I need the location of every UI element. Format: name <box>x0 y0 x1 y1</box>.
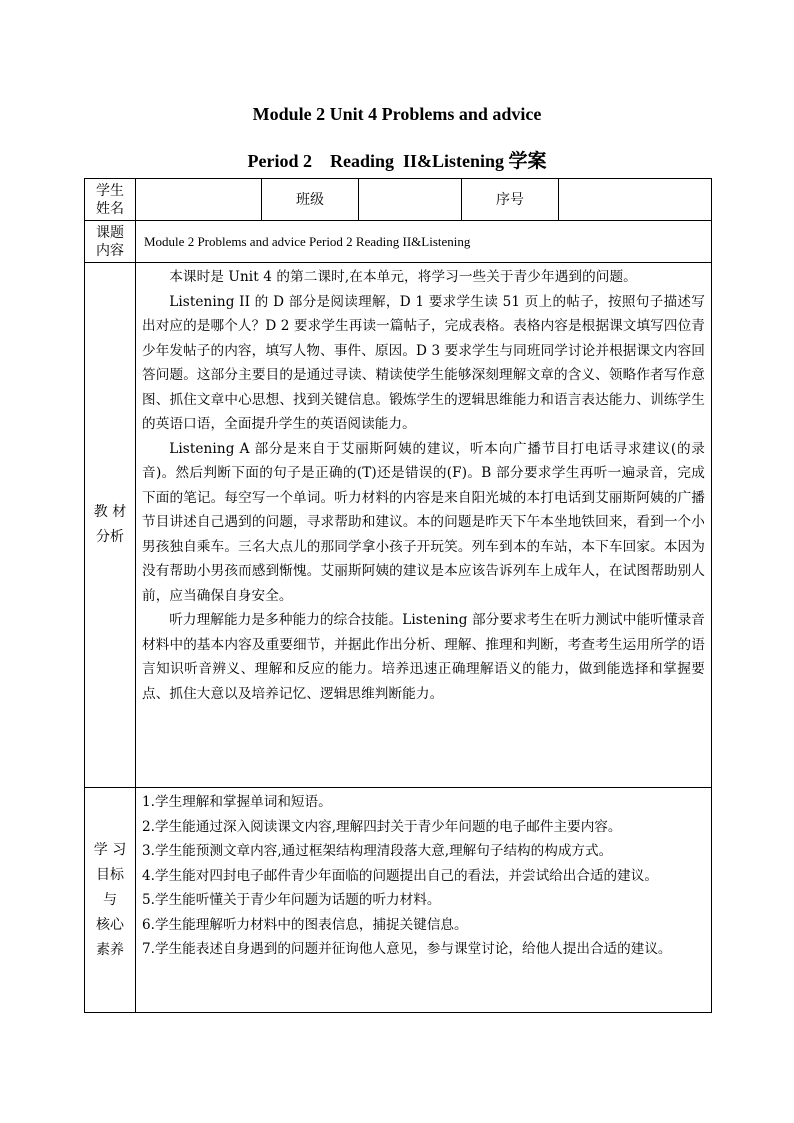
student-name-label <box>85 179 136 221</box>
analysis-paragraph: Listening II 的 D 部分是阅读理解，D 1 要求学生读 51 页上的帖子，按照句子描述写出对应的是哪个人？D 2 要求学生再读一篇帖子，完成表格。表格内容是根据课文填写四位青少年发帖子的内容，填写人物、事件、原因。D 3 要求学生与同班同学讨论并根据课文内容回答问题。这部分主要目的是通过寻读、精读使学生能够深刻理解文章的含义、领略作者写作意图、抓住文章中心思想、找到关键信息。锻炼学生的逻辑思维能力和语言表达能力、训练学生的英语口语，全面提升学生的英语阅读能力。 <box>142 293 705 432</box>
goals-label-text: 学 习 目标 与 核心 素养 <box>93 841 127 958</box>
subtitle-cn: 学案 <box>508 150 547 172</box>
student-info-row <box>85 179 712 221</box>
goals-content <box>136 788 712 1013</box>
analysis-label <box>85 263 136 788</box>
analysis-paragraph: Listening A 部分是来自于艾丽斯阿姨的建议，听本向广播节目打电话寻求建议(的录音)。然后判断下面的句子是正确的(T)还是错误的(F)。B 部分要求学生再听一遍录音，完成下面的笔记。每空写一个单词。听力材料的内容是来自阳光城的本打电话到艾丽斯阿姨的广播节目讲述自己遇到的问题，寻求帮助和建议。本的问题是昨天下午本坐地铁回来，看到一个小男孩独自乘车。三名大点儿的那同学拿小孩子开玩笑。列车到本的车站，本下车回家。本因为没有帮助小男孩而感到惭愧。艾丽斯阿姨的建议是本应该告诉列车上成年人，在试图帮助别人前，应当确保自身安全。 <box>142 440 705 604</box>
goal-item: 3.学生能预测文章内容,通过框架结构理清段落大意,理解句子结构的构成方式。 <box>142 843 613 859</box>
student-name-cell[interactable] <box>136 179 262 221</box>
lesson-plan-table <box>84 178 712 1013</box>
topic-value: Module 2 Problems and advice Period 2 Reading II&Listening <box>136 221 712 263</box>
number-cell[interactable] <box>559 179 712 221</box>
goal-item: 4.学生能对四封电子邮件青少年面临的问题提出自己的看法，并尝试给出合适的建议。 <box>142 867 658 884</box>
goals-label <box>85 788 136 1013</box>
goal-item: 1.学生理解和掌握单词和短语。 <box>142 794 332 810</box>
topic-row <box>85 221 712 263</box>
goal-item: 6.学生能理解听力材料中的图表信息，捕捉关键信息。 <box>142 916 468 933</box>
topic-label-text: 课题 内容 <box>96 224 124 259</box>
goal-item: 5.学生能听懂关于青少年问题为话题的听力材料。 <box>142 892 441 908</box>
student-name-label-text: 学生 姓名 <box>96 182 124 217</box>
goal-item: 7.学生能表述自身遇到的问题并征询他人意见，参与课堂讨论，给他人提出合适的建议。 <box>142 941 672 957</box>
analysis-content <box>136 263 712 788</box>
goals-row <box>85 788 712 1013</box>
document-subtitle <box>0 146 794 173</box>
analysis-paragraph: 本课时是 Unit 4 的第二课时,在本单元，将学习一些关于青少年遇到的问题。 <box>169 269 637 285</box>
class-label: 班级 <box>262 179 359 221</box>
analysis-paragraph: 听力理解能力是多种能力的综合技能。Listening 部分要求考生在听力测试中能听懂录音材料中的基本内容及重要细节，并据此作出分析、理解、推理和判断，考查考生运用所学的语言知识听音辨义、理解和反应的能力。培养迅速正确理解语义的能力，做到能选择和掌握要点、抓住大意以及培养记忆、逻辑思维判断能力。 <box>142 612 705 702</box>
subtitle-en: Period 2 Reading II&Listening <box>247 151 504 171</box>
goal-item: 2.学生能通过深入阅读课文内容,理解四封关于青少年问题的电子邮件主要内容。 <box>142 818 622 835</box>
document-title: Module 2 Unit 4 Problems and advice <box>252 104 542 124</box>
analysis-label-text: 教 材 分析 <box>93 504 127 545</box>
analysis-row <box>85 263 712 788</box>
class-cell[interactable] <box>359 179 462 221</box>
topic-label <box>85 221 136 263</box>
number-label: 序号 <box>462 179 559 221</box>
